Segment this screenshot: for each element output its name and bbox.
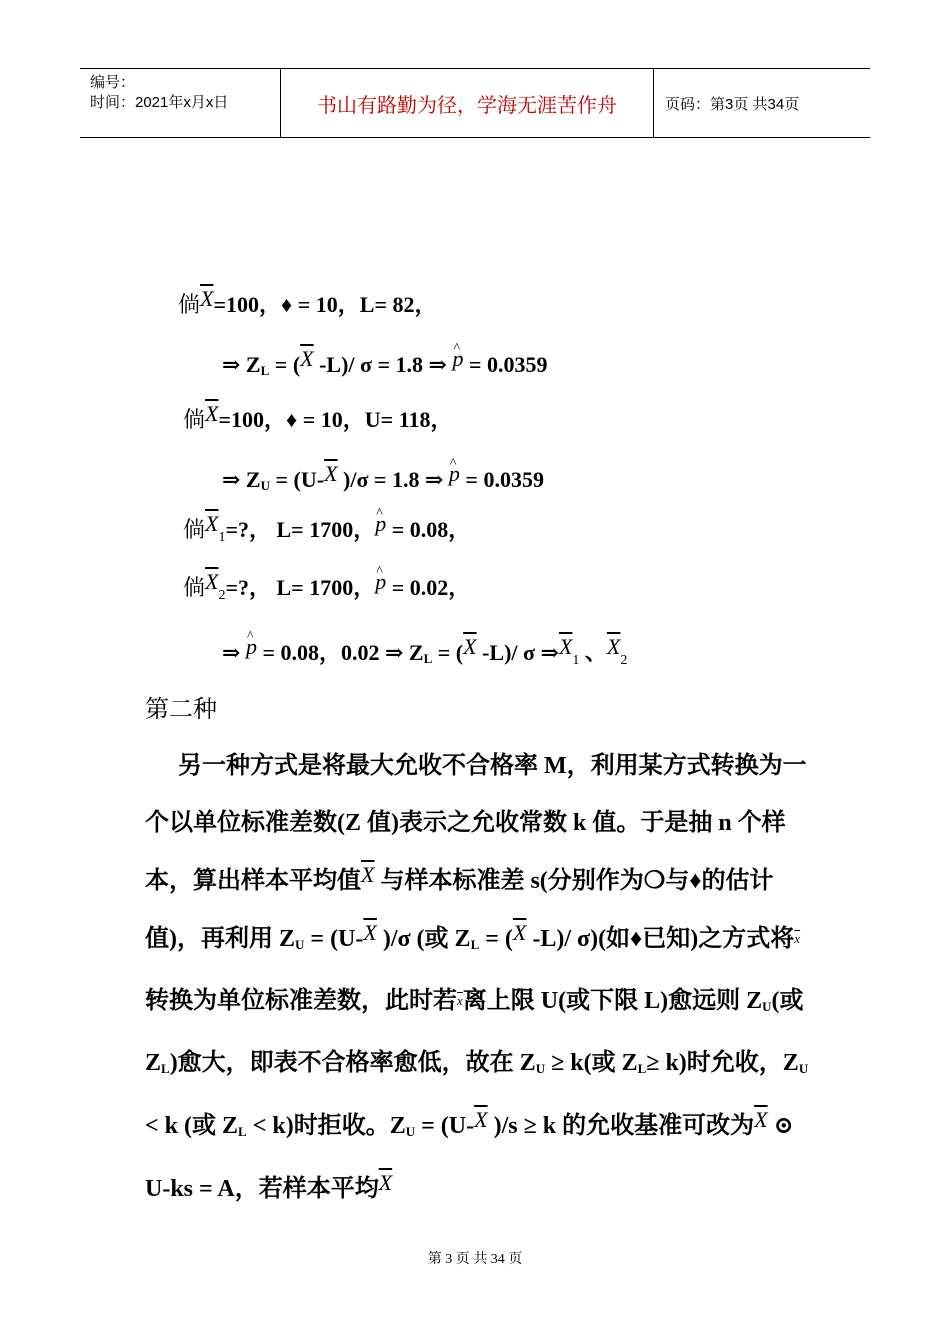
- xbar-symbol: $\overline{X}$: [606, 634, 621, 659]
- phat-symbol: ^ p: [246, 634, 257, 659]
- page-footer: 第 3 页 共 34 页: [427, 1252, 523, 1267]
- formula-line-4: ⇒ $Z_U = (U-\overline{X}$ )/σ = 1.8 ⇒ ^ p = 0.0359: [222, 465, 544, 501]
- code-label: 编号：: [90, 74, 136, 91]
- body-paragraph: 另一种方式是将最大允收不合格率 M，利用某方式转换为一个以单位标准差数(Z 值)表示之允收常数 k 值。于是抽 n 个样本，算出样本平均值$\overline{X}$ 与样本标准差 s(分别作为❍与♦的估计值)，再利用 $Z_U = (U-\overline{X}$ )/σ (或 $Z_L = (\overline{X}$ -L)/ σ)(如♦已知)之方式将$\overline{x}$转换为单位标准差数，此时若$\overline{x}$离上限 U(或下限 L)愈远则 $Z_U$(或 $Z_L$)愈大，即表不合格率愈低，故在 $Z_U \ge k$(或 $Z_L\ge k$)时允收，$Z_U < k$ (或 $Z_L < k$)时拒收。$Z_U = (U-\overline{X}$ )/s ≥ k 的允收基准可改为$\overline{X}$ ⊙ U-ks = A，若样本平均$\overline{X}$: [145, 753, 809, 1202]
- xbar-symbol: $\overline{X}$: [205, 401, 219, 426]
- xbar-symbol: $\overline{X}$: [205, 511, 219, 536]
- xbar-symbol: $\overline{X}$: [558, 634, 573, 659]
- phat-symbol: ^ p: [375, 511, 386, 536]
- formula-line-1: 倘$\overline{X}=100$，♦ = 10，L= 82，: [178, 286, 437, 317]
- header-meta-cell: [80, 69, 281, 137]
- phat-symbol: ^ p: [452, 346, 463, 371]
- phat-symbol: ^ p: [449, 461, 460, 486]
- xbar-small-symbol: $\overline{x}$: [457, 993, 463, 1008]
- formula-line-7: ⇒ ^ p = 0.08，0.02 ⇒ $Z_L = (\overline{X}$ -L)/ σ $\Rightarrow\overline{X}1$ 、$\overline{X}2$: [222, 638, 627, 676]
- xbar-symbol: $\overline{X}$: [463, 634, 477, 659]
- header-page-info: 页码：第3页 共34页: [665, 96, 800, 113]
- xbar-symbol: $\overline{X}$: [363, 920, 377, 945]
- xbar-symbol: $\overline{X}$: [378, 1170, 393, 1195]
- xbar-symbol: $\overline{X}$: [300, 346, 314, 371]
- xbar-symbol: $\overline{X}$: [205, 569, 219, 594]
- formula-line-6: 倘$\overline{X}2=$?， L= 1700，^ p = 0.02，: [183, 573, 470, 611]
- xbar-symbol: $\overline{X}$: [512, 920, 527, 945]
- phat-symbol: ^ p: [375, 569, 386, 594]
- section-heading: 第二种: [145, 697, 217, 723]
- formula-line-5: 倘$\overline{X}1=$?， L= 1700，^ p = 0.08，: [183, 515, 470, 553]
- formula-line-2: ⇒ $Z_L = (\overline{X}$ -L)/ σ = 1.8 ⇒ ^ p = 0.0359: [222, 350, 548, 386]
- xbar-symbol: $\overline{X}$: [754, 1107, 768, 1132]
- page-header: [80, 68, 870, 138]
- date-label: 时间：2021年x月x日: [90, 94, 229, 111]
- xbar-symbol: $\overline{X}$: [361, 862, 375, 887]
- formula-line-3: 倘$\overline{X}=100$，♦ = 10，U= 118，: [183, 401, 453, 432]
- xbar-symbol: $\overline{X}$: [200, 286, 214, 311]
- xbar-small-symbol: $\overline{x}$: [794, 931, 801, 946]
- xbar-symbol: $\overline{X}$: [474, 1107, 488, 1132]
- xbar-symbol: $\overline{X}$: [324, 461, 338, 486]
- header-motto: 书山有路勤为径，学海无涯苦作舟: [281, 69, 654, 137]
